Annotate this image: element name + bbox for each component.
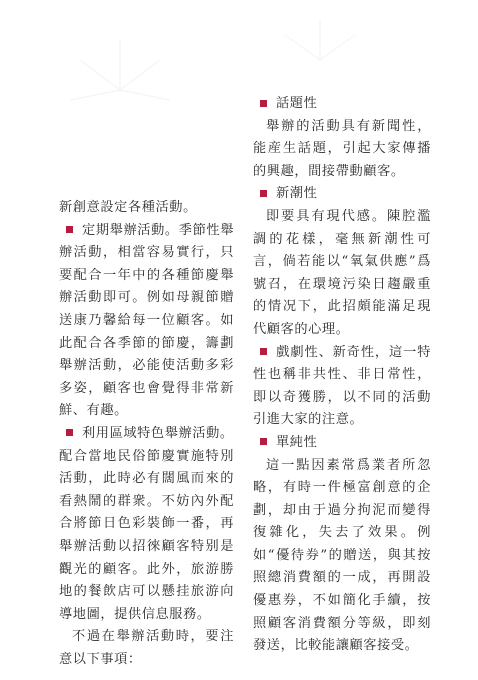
- item1-lead: 定期舉辦活動。: [82, 222, 179, 238]
- section-body: 這一點因素常爲業者所忽略，有時一件極富創意的企劃，却由于過分拘泥而變得復雜化，失去了效果。例如“優待券”的贈送，與其按照總消費額的一成，再開設優惠券，不如簡化手續，按照顧客消費額分等級，即刻發送，比較能讓顧客接受。: [253, 457, 431, 654]
- section-body: 舉辦的活動具有新聞性，能産生話題，引起大家傳播的興趣，間接帶動顧客。: [253, 118, 431, 179]
- section-drama-title-line: [253, 342, 431, 432]
- item1-body: 季節性舉辦活動，相當容易實行，只要配合一年中的各種節慶舉辦活動即可。例如母親節贈送康乃馨給每一位顧客。如此配合各季節的節慶，籌劃舉辦活動，必能使活動多彩多姿，顧客也會覺得非常新鮮、有趣。: [59, 222, 235, 419]
- intro-line: 新創意設定各種活動。: [59, 200, 197, 215]
- right-column: [253, 93, 431, 658]
- section-topicality-title-line: [253, 93, 431, 116]
- bullet-square-icon: [66, 226, 73, 233]
- left-column: [59, 197, 234, 671]
- section-simplicity-title-line: [253, 432, 431, 455]
- item2-lead: 利用區域特色舉辦活動。: [82, 425, 234, 441]
- section-title: 新潮性: [276, 186, 318, 202]
- item-regional-events: [59, 423, 234, 446]
- section-title: 話題性: [276, 96, 318, 111]
- section-title: 單純性: [276, 434, 318, 450]
- item2-body: 配合當地民俗節慶實施特別活動，此時必有闊風而來的看熱鬧的群衆。不妨內外配合將節日色彩裝飾一番，再舉辦活動以招徠顧客特别是觀光的顧客。此外，旅游勝地的餐飲店可以懸挂旅游向導地圖，提供信息服務。: [59, 448, 234, 622]
- bullet-square-icon: [260, 100, 267, 107]
- section-trendiness-title-line: [253, 183, 431, 206]
- section-body: 即要具有現代感。陳腔濫調的花樣，毫無新潮性可言，倘若能以“氧氣供應”爲號召，在環境污染日趨嚴重的情况下，此招頗能滿足現代顧客的心理。: [253, 208, 431, 337]
- bullet-square-icon: [66, 429, 73, 436]
- item-regular-events: [59, 220, 234, 423]
- closing-text: 不過在舉辦活動時，要注意以下事項：: [59, 629, 234, 667]
- bullet-square-icon: [260, 348, 267, 355]
- bullet-square-icon: [260, 438, 267, 445]
- section-title: 戲劇性、新奇性，這一特性也稱非共性、非日常性，即以奇獲勝，以不同的活動引進大家的注意。: [253, 344, 431, 428]
- bullet-square-icon: [260, 190, 267, 197]
